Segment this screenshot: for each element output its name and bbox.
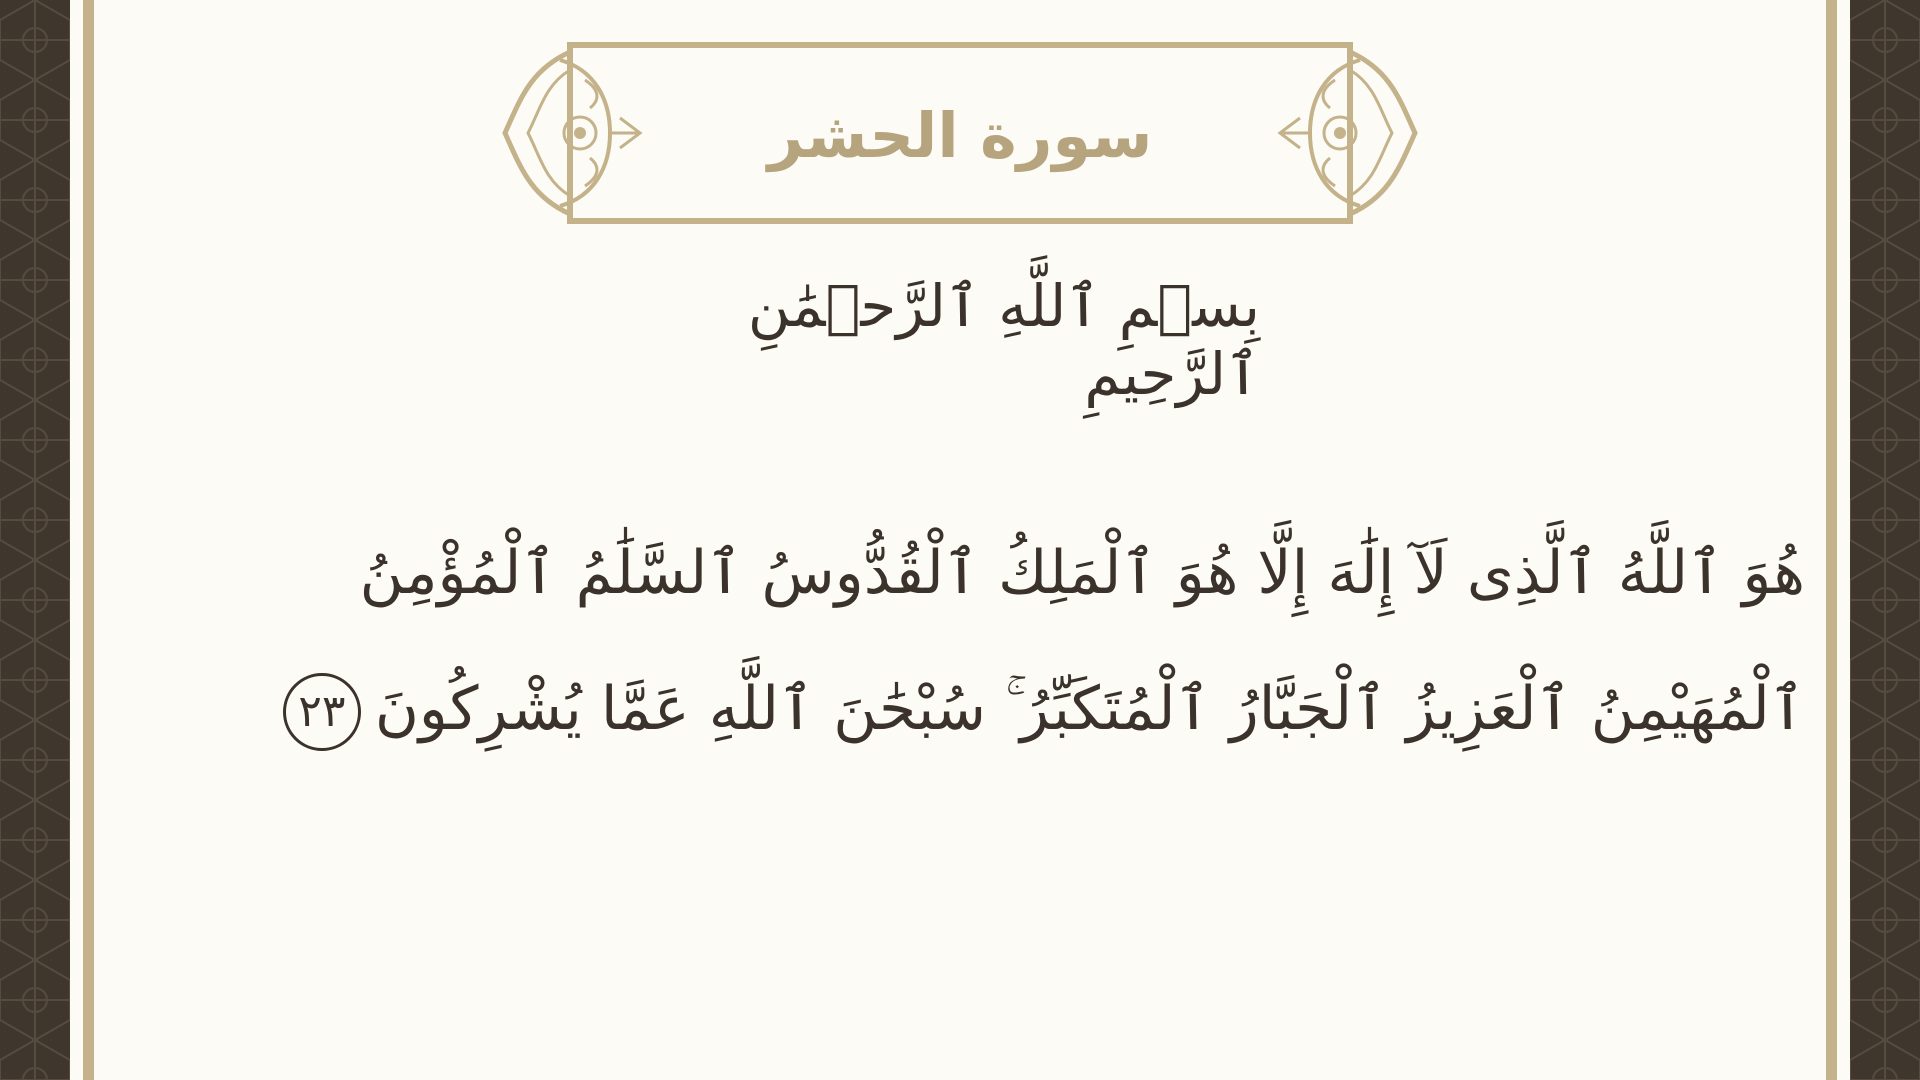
ayah-number-marker: ٢٣ [283,673,361,751]
basmala: بِسۡمِ ٱللَّهِ ٱلرَّحۡمَٰنِ ٱلرَّحِيمِ [747,272,1260,408]
verse-line-2 [270,641,1805,777]
geometric-pattern [1850,0,1920,1080]
verse-line-2-text: ٱلْمُهَيْمِنُ ٱلْعَزِيزُ ٱلْجَبَّارُ ٱلْمُتَكَبِّرُ ۚ سُبْحَٰنَ ٱللَّهِ عَمَّا يُشْرِكُونَ [374,674,1805,744]
surah-title: سورة الحشر [767,98,1153,172]
left-ornamental-border [0,0,70,1080]
right-gold-rule [1826,0,1837,1080]
verse-text [270,505,1805,777]
surah-header [500,40,1420,230]
left-gold-rule [83,0,94,1080]
verse-line-1: هُوَ ٱللَّهُ ٱلَّذِى لَآ إِلَٰهَ إِلَّا هُوَ ٱلْمَلِكُ ٱلْقُدُّوسُ ٱلسَّلَٰمُ ٱلْمُؤْمِنُ [359,538,1805,608]
geometric-pattern [0,0,70,1080]
right-ornamental-border [1850,0,1920,1080]
